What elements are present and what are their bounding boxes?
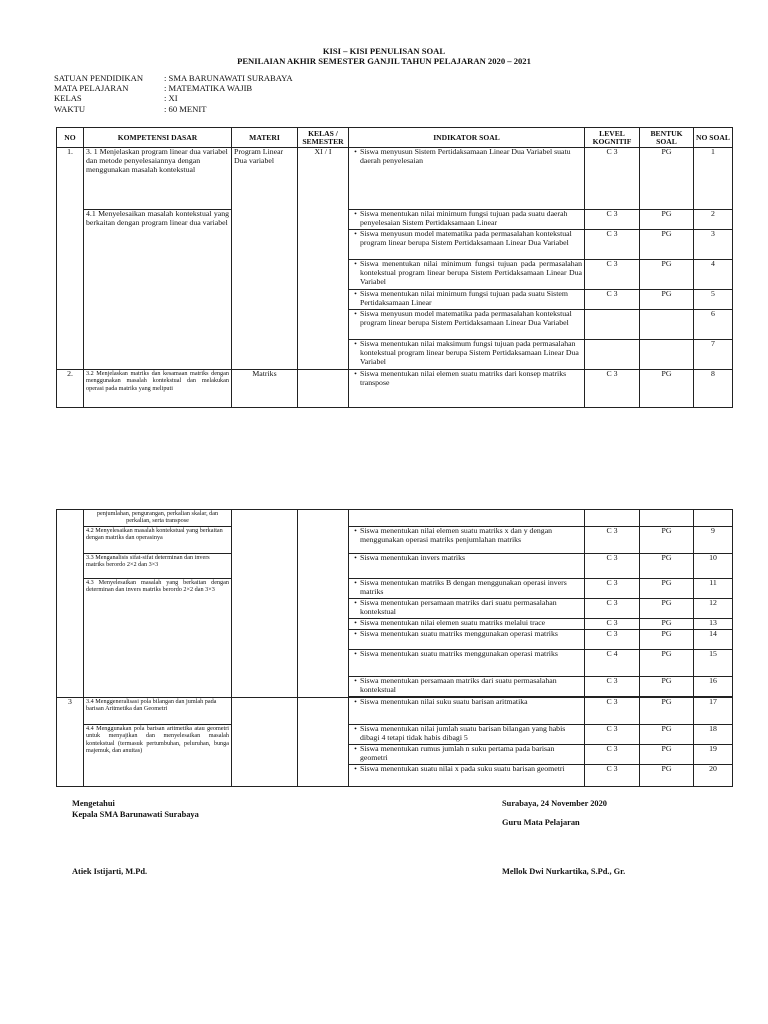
info-row-subject	[54, 83, 293, 93]
bullet-icon: •	[354, 744, 357, 753]
cell-bentuk: PG	[640, 290, 694, 310]
bullet-icon: •	[354, 526, 357, 535]
cell-nosoal: 10	[694, 554, 733, 579]
table-row	[57, 698, 733, 725]
table-row	[57, 554, 733, 579]
cell-no: 2.	[57, 370, 84, 408]
indikator-text: Siswa menentukan nilai elemen suatu matriks x dan y dengan menggunakan operasi matriks penjumlahan matriks	[360, 526, 553, 544]
cell-nosoal: 17	[694, 698, 733, 725]
cell-bentuk: PG	[640, 527, 694, 554]
cell-level: C 3	[585, 290, 640, 310]
cell-kd: 3.4 Menggeneralisasi pola bilangan dan jumlah pada barisan Aritmetika dan Geometri	[84, 698, 232, 725]
indikator-text: Siswa menentukan suatu nilai x pada suku suatu barisan geometri	[360, 764, 565, 773]
cell-kelas	[298, 370, 349, 408]
info-row-class	[54, 93, 293, 103]
indikator-text: Siswa menentukan nilai elemen suatu matriks melalui trace	[360, 618, 546, 627]
table-row	[57, 210, 733, 230]
cell-indikator	[349, 310, 585, 340]
cell-bentuk: PG	[640, 698, 694, 725]
cell-indikator	[349, 619, 585, 630]
info-label: SATUAN PENDIDIKAN	[54, 73, 144, 83]
grid-table-1	[56, 127, 733, 408]
cell-nosoal: 5	[694, 290, 733, 310]
info-value: : MATEMATIKA WAJIB	[164, 83, 253, 94]
cell-level: C 3	[585, 630, 640, 650]
table-row	[57, 148, 733, 210]
indikator-text: Siswa menentukan nilai elemen suatu matriks dari konsep matriks transpose	[360, 369, 567, 387]
cell-nosoal: 2	[694, 210, 733, 230]
cell-nosoal: 18	[694, 725, 733, 745]
cell-bentuk: PG	[640, 725, 694, 745]
col-header-kd: KOMPETENSI DASAR	[84, 128, 232, 148]
cell-indikator	[349, 554, 585, 579]
cell-level: C 3	[585, 599, 640, 619]
cell-level: C 3	[585, 765, 640, 787]
cell-level: C 3	[585, 579, 640, 599]
cell-bentuk: PG	[640, 210, 694, 230]
principal-name: Atiek Istijarti, M.Pd.	[72, 867, 148, 876]
bullet-icon: •	[354, 309, 357, 318]
bullet-icon: •	[354, 369, 357, 378]
cell-level: C 3	[585, 677, 640, 697]
indikator-text: Siswa menyusun model matematika pada permasalahan kontekstual program linear berupa Sistem Pertidaksamaan Linear Dua Variabel	[360, 229, 572, 247]
cell-indikator	[349, 745, 585, 765]
indikator-text: Siswa menentukan nilai maksimum fungsi tujuan pada permasalahan kontekstual program linear berupa Sistem Pertidaksamaan Linear Dua Variabel	[360, 339, 579, 366]
cell-no: 3	[57, 698, 84, 787]
signature-right	[502, 799, 607, 828]
col-header-nosoal: NO SOAL	[694, 128, 733, 148]
col-header-materi: MATERI	[232, 128, 298, 148]
cell-bentuk: PG	[640, 677, 694, 697]
cell-kd: 4.1 Menyelesaikan masalah kontekstual yang berkaitan dengan program linear dua variabel	[84, 210, 232, 370]
bullet-icon: •	[354, 697, 357, 706]
col-header-kelas: KELAS / SEMESTER	[298, 128, 349, 148]
col-header-no: NO	[57, 128, 84, 148]
cell-bentuk: PG	[640, 619, 694, 630]
cell-indikator	[349, 650, 585, 677]
info-label: KELAS	[54, 93, 82, 104]
cell-nosoal: 13	[694, 619, 733, 630]
cell-bentuk	[640, 310, 694, 340]
cell-nosoal: 14	[694, 630, 733, 650]
table-row	[57, 527, 733, 554]
table-header-row	[57, 128, 733, 148]
cell-indikator	[349, 765, 585, 787]
table-row	[57, 725, 733, 745]
cell-indikator	[349, 579, 585, 599]
cell-materi	[232, 698, 298, 787]
cell-bentuk: PG	[640, 148, 694, 210]
indikator-text: Siswa menentukan matriks B dengan menggunakan operasi invers matriks	[360, 578, 567, 596]
info-row-school	[54, 73, 293, 83]
cell-level: C 3	[585, 725, 640, 745]
cell-kd: 4.2 Menyelesaikan masalah kontekstual yang berkaitan dengan matriks dan operasinya	[84, 527, 232, 554]
table-row	[57, 579, 733, 599]
cell-bentuk: PG	[640, 579, 694, 599]
indikator-text: Siswa menentukan suatu matriks menggunakan operasi matriks	[360, 649, 558, 658]
principal-title: Kepala SMA Barunawati Surabaya	[72, 809, 199, 819]
cell-level	[585, 510, 640, 527]
indikator-text: Siswa menyusun Sistem Pertidaksamaan Linear Dua Variabel suatu daerah penyelesaian	[360, 147, 571, 165]
cell-level: C 3	[585, 619, 640, 630]
cell-level: C 3	[585, 370, 640, 408]
cell-nosoal: 1	[694, 148, 733, 210]
cell-indikator	[349, 290, 585, 310]
cell-level: C 3	[585, 527, 640, 554]
indikator-text: Siswa menentukan invers matriks	[360, 553, 466, 562]
cell-no: 1.	[57, 148, 84, 370]
cell-materi: Program Linear Dua variabel	[232, 148, 298, 370]
cell-kd: 3.2 Menjelaskan matriks dan kesamaan matriks dengan menggunakan masalah kontekstual dan melakukan operasi pada matriks yang meliputi	[84, 370, 232, 408]
cell-nosoal: 8	[694, 370, 733, 408]
cell-nosoal: 9	[694, 527, 733, 554]
cell-level: C 3	[585, 230, 640, 260]
indikator-text: Siswa menentukan nilai minimum fungsi tujuan pada suatu daerah penyelesaian Sistem Pertidaksamaan Linear	[360, 209, 568, 227]
bullet-icon: •	[354, 764, 357, 773]
bullet-icon: •	[354, 578, 357, 587]
cell-nosoal: 19	[694, 745, 733, 765]
cell-indikator	[349, 510, 585, 527]
cell-nosoal: 20	[694, 765, 733, 787]
place-date: Surabaya, 24 November 2020	[502, 799, 607, 808]
indikator-text: Siswa menentukan nilai jumlah suatu barisan bilangan yang habis dibagi 4 tetapi tidak habis dibagi 5	[360, 724, 566, 742]
bullet-icon: •	[354, 724, 357, 733]
bullet-icon: •	[354, 676, 357, 685]
cell-kd: penjumlahan, pengurangan, perkalian skalar, dan perkalian, serta transpose	[84, 510, 232, 527]
cell-kelas	[298, 698, 349, 787]
bullet-icon: •	[354, 553, 357, 562]
indikator-text: Siswa menyusun model matematika pada permasalahan kontekstual program linear berupa Sistem Pertidaksamaan Linear Dua Variabel	[360, 309, 572, 327]
table-row	[57, 510, 733, 527]
cell-nosoal: 3	[694, 230, 733, 260]
cell-bentuk: PG	[640, 745, 694, 765]
cell-nosoal	[694, 510, 733, 527]
cell-indikator	[349, 527, 585, 554]
bullet-icon: •	[354, 618, 357, 627]
teacher-title: Guru Mata Pelajaran	[502, 817, 580, 827]
info-value: : SMA BARUNAWATI SURABAYA	[164, 73, 293, 83]
bullet-icon: •	[354, 289, 357, 298]
cell-materi: Matriks	[232, 370, 298, 408]
cell-nosoal: 16	[694, 677, 733, 697]
cell-kd: 3. 1 Menjelaskan program linear dua variabel dan metode penyelesaiannya dengan menggunakan masalah kontekstual	[84, 148, 232, 210]
cell-bentuk	[640, 340, 694, 370]
cell-materi	[232, 510, 298, 698]
indikator-text: Siswa menentukan nilai minimum fungsi tujuan pada permasalahan kontekstual program linear berupa Sistem Pertidaksamaan Linear Dua Variabel	[360, 259, 582, 286]
cell-indikator	[349, 698, 585, 725]
col-header-bentuk: BENTUK SOAL	[640, 128, 694, 148]
cell-level: C 3	[585, 554, 640, 579]
cell-indikator	[349, 599, 585, 619]
cell-kd: 3.3 Menganalisis sifat-sifat determinan dan invers matriks berordo 2×2 dan 3×3	[84, 554, 232, 579]
cell-indikator	[349, 340, 585, 370]
cell-indikator	[349, 230, 585, 260]
cell-level: C 3	[585, 698, 640, 725]
cell-indikator	[349, 370, 585, 408]
acknowledged-label: Mengetahui	[72, 799, 115, 808]
cell-kelas: XI / I	[298, 148, 349, 370]
cell-level	[585, 310, 640, 340]
cell-bentuk: PG	[640, 370, 694, 408]
signature-left	[72, 799, 199, 820]
cell-bentuk: PG	[640, 554, 694, 579]
document-subtitle: PENILAIAN AKHIR SEMESTER GANJIL TAHUN PELAJARAN 2020 – 2021	[237, 56, 531, 66]
cell-level: C 3	[585, 210, 640, 230]
bullet-icon: •	[354, 649, 357, 658]
bullet-icon: •	[354, 209, 357, 218]
col-header-indikator: INDIKATOR SOAL	[349, 128, 585, 148]
indikator-text: Siswa menentukan rumus jumlah n suku pertama pada barisan geometri	[360, 744, 555, 762]
cell-indikator	[349, 725, 585, 745]
indikator-text: Siswa menentukan persamaan matriks dari suatu permasalahan kontekstual	[360, 676, 557, 694]
cell-kd: 4.3 Menyelesaikan masalah yang berkaitan dengan determinan dan invers matriks berordo 2×2 dan 3×3	[84, 579, 232, 698]
cell-bentuk: PG	[640, 599, 694, 619]
cell-nosoal: 15	[694, 650, 733, 677]
indikator-text: Siswa menentukan nilai minimum fungsi tujuan pada suatu Sistem Pertidaksamaan Linear	[360, 289, 568, 307]
cell-nosoal: 11	[694, 579, 733, 599]
bullet-icon: •	[354, 259, 357, 268]
cell-level	[585, 340, 640, 370]
cell-nosoal: 12	[694, 599, 733, 619]
bullet-icon: •	[354, 598, 357, 607]
info-value: : XI	[164, 93, 178, 104]
teacher-name: Mellok Dwi Nurkartika, S.Pd., Gr.	[502, 867, 626, 876]
cell-bentuk: PG	[640, 230, 694, 260]
indikator-text: Siswa menentukan nilai suku suatu barisan aritmatika	[360, 697, 528, 706]
cell-no	[57, 510, 84, 698]
info-row-time	[54, 104, 293, 114]
info-value: : 60 MENIT	[164, 103, 207, 114]
cell-kd: 4.4 Menggunakan pola barisan aritmetika atau geometri untuk menyajikan dan menyelesaikan masalah kontekstual (termasuk pertumbuhan, peluruhan, bunga majemuk, dan anuitas)	[84, 725, 232, 787]
col-header-level: LEVEL KOGNITIF	[585, 128, 640, 148]
cell-level: C 3	[585, 148, 640, 210]
bullet-icon: •	[354, 629, 357, 638]
cell-level: C 4	[585, 650, 640, 677]
info-label: WAKTU	[54, 103, 86, 114]
cell-bentuk: PG	[640, 260, 694, 290]
bullet-icon: •	[354, 339, 357, 348]
indikator-text: Siswa menentukan persamaan matriks dari suatu permasalahan kontekstual	[360, 598, 557, 616]
grid-table-2	[56, 509, 733, 787]
bullet-icon: •	[354, 229, 357, 238]
cell-indikator	[349, 210, 585, 230]
cell-indikator	[349, 677, 585, 697]
cell-bentuk: PG	[640, 630, 694, 650]
cell-kelas	[298, 510, 349, 698]
cell-nosoal: 7	[694, 340, 733, 370]
cell-indikator	[349, 630, 585, 650]
table-row	[57, 370, 733, 408]
indikator-text: Siswa menentukan suatu matriks menggunakan operasi matriks	[360, 629, 558, 638]
cell-level: C 3	[585, 260, 640, 290]
cell-nosoal: 4	[694, 260, 733, 290]
cell-indikator	[349, 260, 585, 290]
identity-block	[54, 73, 293, 114]
cell-indikator	[349, 148, 585, 210]
document-title: KISI – KISI PENULISAN SOAL	[322, 46, 446, 56]
cell-bentuk: PG	[640, 650, 694, 677]
info-label: MATA PELAJARAN	[54, 83, 129, 94]
bullet-icon: •	[354, 147, 357, 156]
cell-level: C 3	[585, 745, 640, 765]
cell-bentuk	[640, 510, 694, 527]
cell-nosoal: 6	[694, 310, 733, 340]
cell-bentuk: PG	[640, 765, 694, 787]
